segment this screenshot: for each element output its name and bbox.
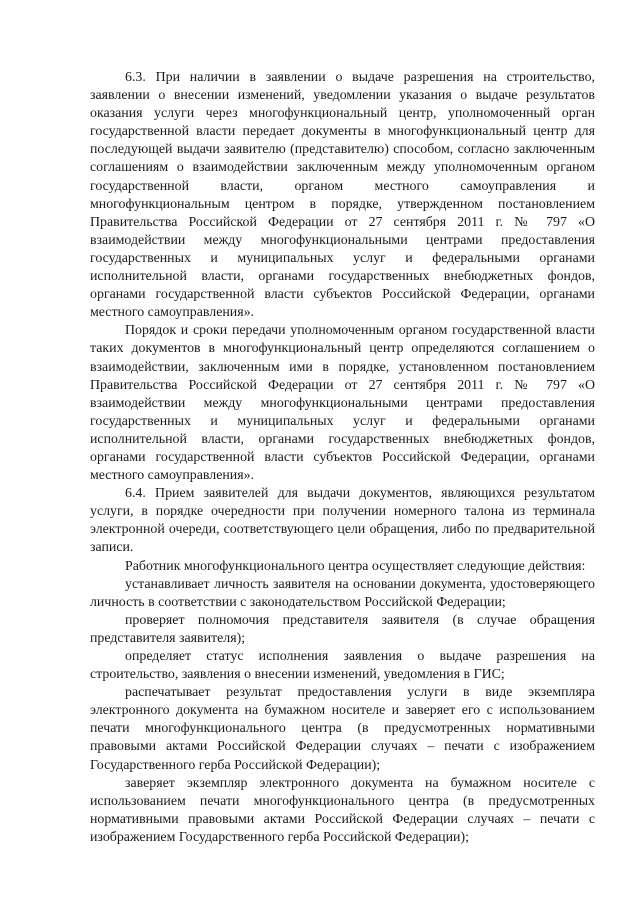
list-item-status: определяет статус исполнения заявления о выдаче разрешения на строительство, заявления о внесении изменений, уведомления в ГИС;	[90, 649, 595, 683]
paragraph-mfc-worker: Работник многофункционального центра осуществляет следующие действия:	[125, 558, 586, 574]
paragraph-6-4: 6.4. Прием заявителей для выдачи документов, являющихся результатом услуги, в порядке очередности при получении номерного талона из терминала электронной очереди, соответствующего цели обращения, либо по предварительной записи.	[90, 486, 595, 556]
paragraph-transfer-procedure: Порядок и сроки передачи уполномоченным органом государственной власти таких документов в многофункциональный центр определяются соглашением о взаимодействии, заключенным ими в порядке, установленном постановлением Правительства Российской Федерации от 27 сентября 2011 г. № 797 «О взаимодействии между многофункциональными центрами предоставления государственных и муниципальных услуг и федеральными органами исполнительной власти, органами государственных внебюджетных фондов, органами государственной власти субъектов Российской Федерации, органами местного самоуправления».	[90, 323, 595, 484]
list-item-authority: проверяет полномочия представителя заявителя (в случае обращения представителя заявителя);	[90, 612, 595, 646]
paragraph-6-3: 6.3. При наличии в заявлении о выдаче разрешения на строительство, заявлении о внесении изменений, уведомлении указания о выдаче результатов оказания услуги через многофункциональный центр, уполномоченный орган государственной власти передает документы в многофункциональный центр для последующей выдачи заявителю (представителю) способом, согласно заключенным соглашениям о взаимодействии заключенным между уполномоченным органом государственной власти, органом местного самоуправления и многофункциональным центром в порядке, утвержденном постановлением Правительства Российской Федерации от 27 сентября 2011 г. № 797 «О взаимодействии между многофункциональными центрами предоставления государственных и муниципальных услуг и федеральными органами исполнительной власти, органами государственных внебюджетных фондов, органами государственной власти субъектов Российской Федерации, органами местного самоуправления».	[90, 70, 595, 321]
list-item-identity: устанавливает личность заявителя на основании документа, удостоверяющего личность в соответствии с законодательством Российской Федерации;	[90, 576, 595, 610]
list-item-print-result: распечатывает результат предоставления услуги в виде экземпляра электронного документа на бумажном носителе и заверяет его с использованием печати многофункционального центра (в предусмотренных нормативными правовыми актами Российской Федерации случаях – печати с изображением Государственного герба Российской Федерации);	[90, 685, 595, 773]
list-item-certify-copy: заверяет экземпляр электронного документа на бумажном носителе с использованием печати многофункционального центра (в предусмотренных нормативными правовыми актами Российской Федерации случаях – печати с изображением Государственного герба Российской Федерации);	[90, 775, 595, 845]
document-body	[90, 69, 595, 847]
